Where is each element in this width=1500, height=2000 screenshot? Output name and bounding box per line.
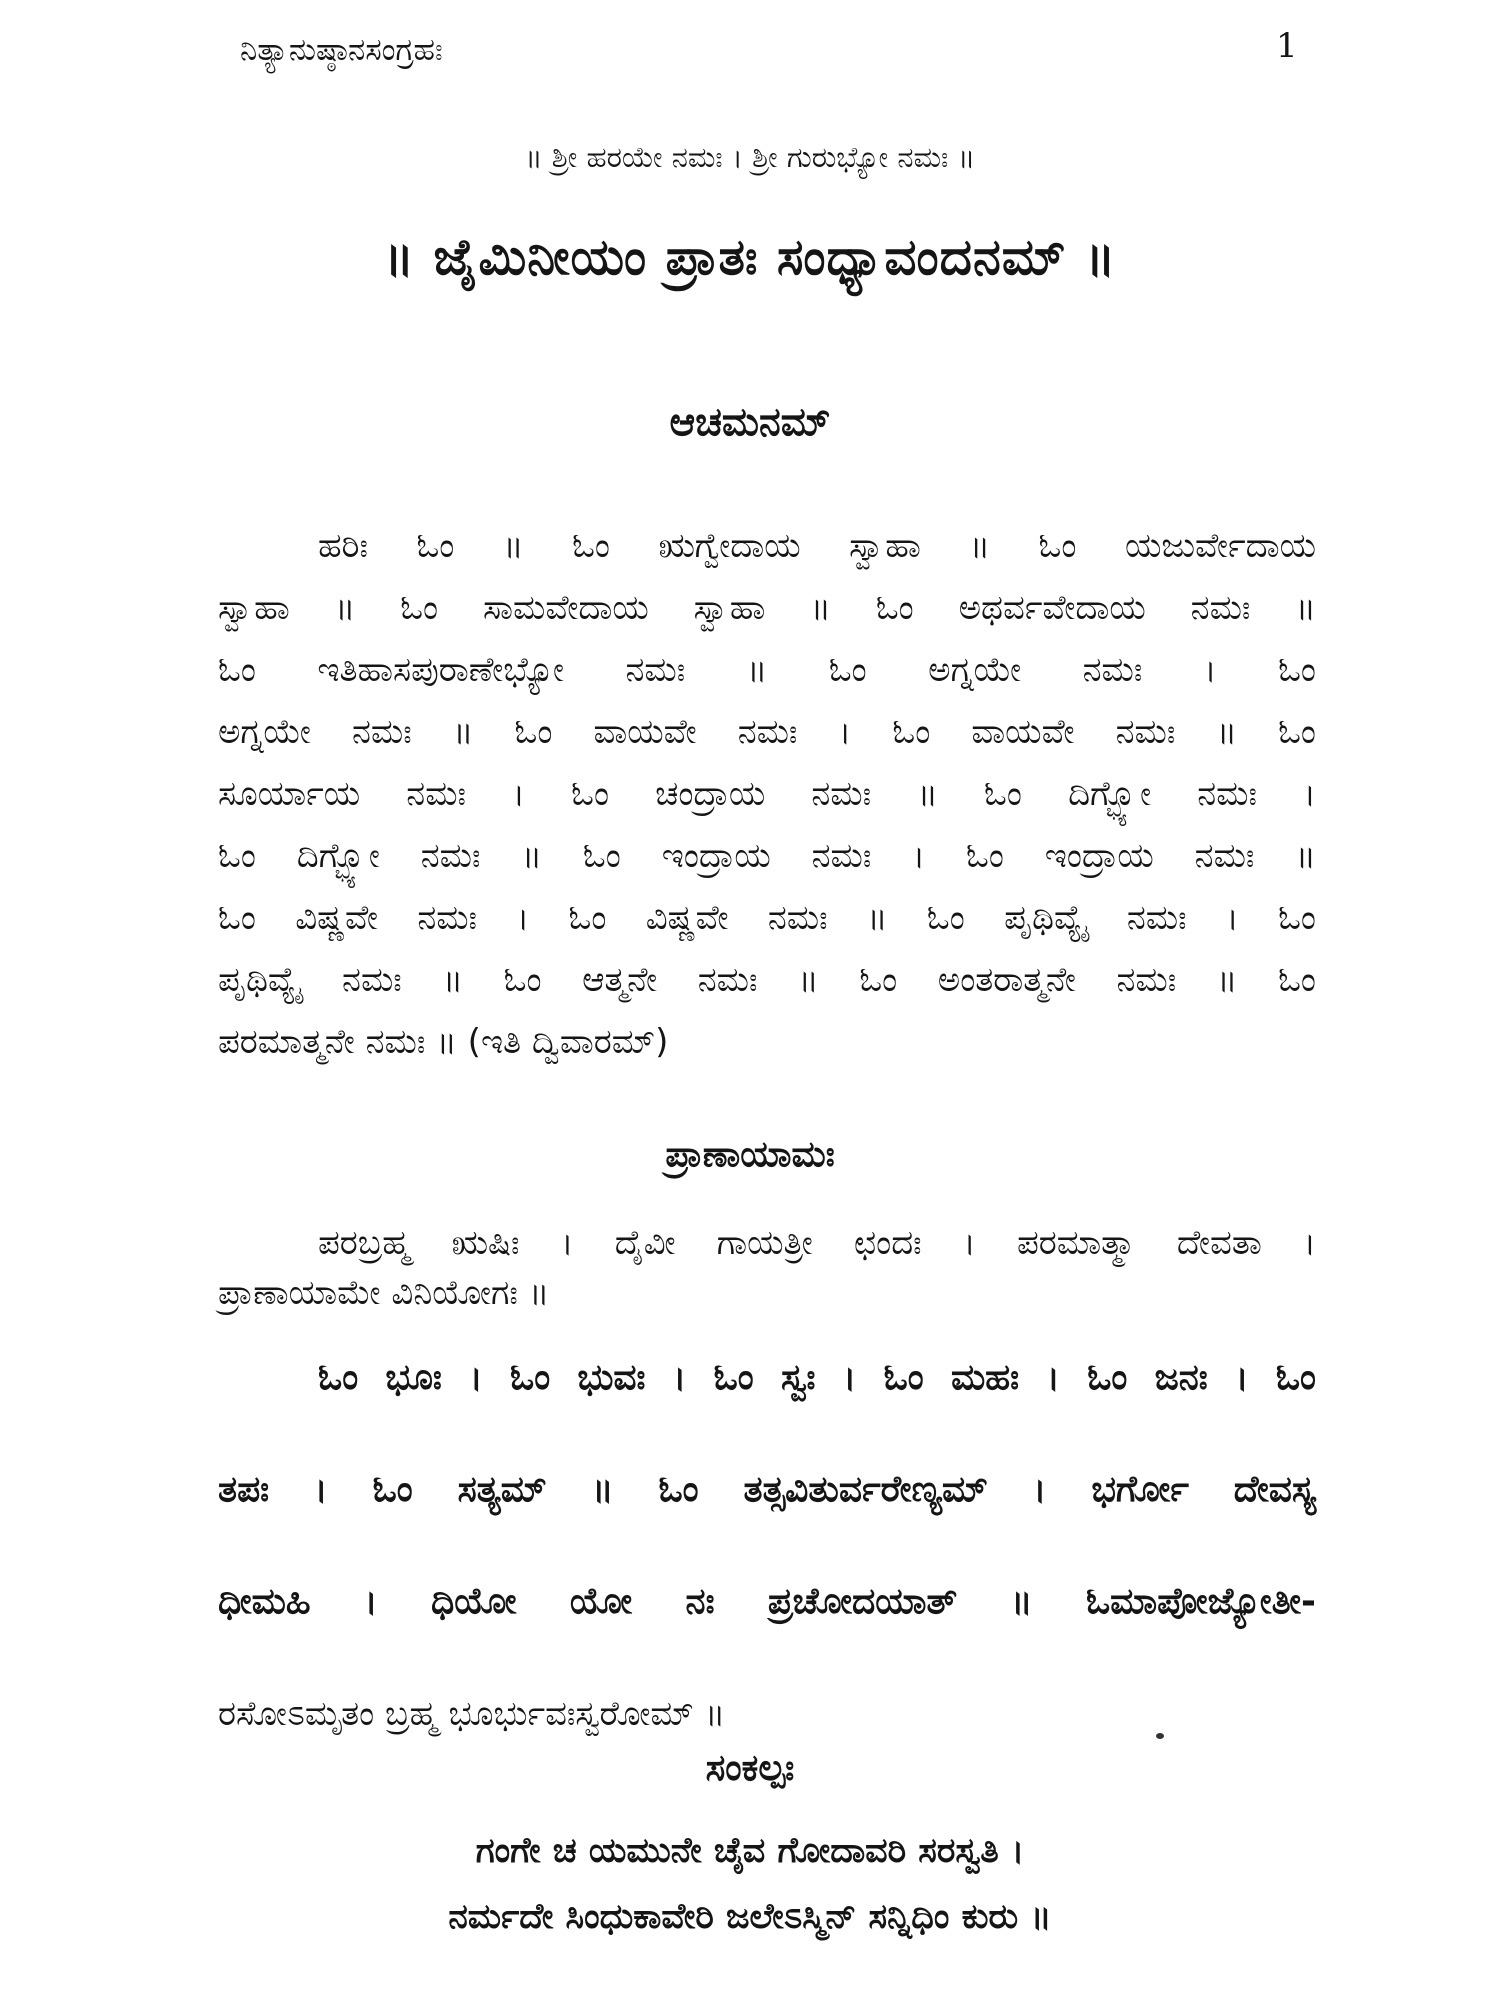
mantra-line: ಧೀಮಹಿ । ಧಿಯೋ ಯೋ ನಃ ಪ್ರಚೋದಯಾತ್ ॥ ಓಮಾಪೋಜ್ಯೋತೀ- xyxy=(218,1581,1316,1622)
text-line: ಪೃಥಿವ್ಯೈ ನಮಃ ॥ ಓಂ ಆತ್ಮನೇ ನಮಃ ॥ ಓಂ ಅಂತರಾತ್ಮನೇ ನಮಃ ॥ ಓಂ xyxy=(218,960,1316,1000)
achamanam-paragraph xyxy=(218,515,1316,1073)
verse-line: ಗಂಗೇ ಚ ಯಮುನೇ ಚೈವ ಗೋದಾವರಿ ಸರಸ್ವತಿ । xyxy=(475,1831,1025,1871)
verse-line: ನರ್ಮದೇ ಸಿಂಧುಕಾವೇರಿ ಜಲೇಽಸ್ಮಿನ್ ಸನ್ನಿಧಿಂ ಕುರು ॥ xyxy=(448,1897,1052,1937)
section-heading-achamanam: ಆಚಮನಮ್ xyxy=(669,400,831,445)
page-title: ॥ ಜೈಮಿನೀಯಂ ಪ್ರಾತಃ ಸಂಧ್ಯಾವಂದನಮ್ ॥ xyxy=(383,228,1117,286)
text-line: ಓಂ ಇತಿಹಾಸಪುರಾಣೇಭ್ಯೋ ನಮಃ ॥ ಓಂ ಅಗ್ನಯೇ ನಮಃ । ಓಂ xyxy=(218,650,1316,690)
mantra-line: ತಪಃ । ಓಂ ಸತ್ಯಮ್ ॥ ಓಂ ತತ್ಸವಿತುರ್ವರೇಣ್ಯಮ್ । ಭರ್ಗೋ ದೇವಸ್ಯ xyxy=(218,1469,1316,1510)
text-line: ಪರಮಾತ್ಮನೇ ನಮಃ ॥ (ಇತಿ ದ್ವಿವಾರಮ್) xyxy=(218,1022,669,1062)
invocation-line: ॥ ಶ್ರೀ ಹರಯೇ ನಮಃ । ಶ್ರೀ ಗುರುಭ್ಯೋ ನಮಃ ॥ xyxy=(524,140,976,174)
text-line: ಸೂರ್ಯಾಯ ನಮಃ । ಓಂ ಚಂದ್ರಾಯ ನಮಃ ॥ ಓಂ ದಿಗ್ಭ್ಯೋ ನಮಃ । xyxy=(218,774,1316,814)
text-line: ಓಂ ದಿಗ್ಭ್ಯೋ ನಮಃ ॥ ಓಂ ಇಂದ್ರಾಯ ನಮಃ । ಓಂ ಇಂದ್ರಾಯ ನಮಃ ॥ xyxy=(218,836,1316,876)
page-number: 1 xyxy=(1276,26,1298,66)
text-line: ಪ್ರಾಣಾಯಾಮೇ ವಿನಿಯೋಗಃ ॥ xyxy=(218,1273,550,1313)
pranayama-viniyoga xyxy=(218,1218,1316,1318)
section-heading-sankalpa: ಸಂಕಲ್ಪಃ xyxy=(705,1746,795,1789)
mantra-line: ಓಂ ಭೂಃ । ಓಂ ಭುವಃ । ಓಂ ಸ್ವಃ । ಓಂ ಮಹಃ । ಓಂ ಜನಃ । ಓಂ xyxy=(318,1357,1316,1398)
section-heading-pranayama: ಪ್ರಾಣಾಯಾಮಃ xyxy=(665,1134,835,1175)
text-line: ಅಗ್ನಯೇ ನಮಃ ॥ ಓಂ ವಾಯವೇ ನಮಃ । ಓಂ ವಾಯವೇ ನಮಃ ॥ ಓಂ xyxy=(218,712,1316,752)
sankalpa-verse xyxy=(0,1818,1500,1950)
text-line: ಓಂ ವಿಷ್ಣವೇ ನಮಃ । ಓಂ ವಿಷ್ಣವೇ ನಮಃ ॥ ಓಂ ಪೃಥಿವ್ಯೈ ನಮಃ । ಓಂ xyxy=(218,898,1316,938)
mantra-line: ರಸೋಽಮೃತಂ ಬ್ರಹ್ಮ ಭೂರ್ಭುವಃಸ್ವರೋಮ್ ॥ xyxy=(218,1694,726,1734)
running-head: ನಿತ್ಯಾನುಷ್ಠಾನಸಂಗ್ರಹಃ xyxy=(240,32,443,68)
ink-speck xyxy=(1156,1733,1164,1739)
pranayama-mantra xyxy=(218,1322,1316,1770)
text-line: ಸ್ವಾಹಾ ॥ ಓಂ ಸಾಮವೇದಾಯ ಸ್ವಾಹಾ ॥ ಓಂ ಅಥರ್ವವೇದಾಯ ನಮಃ ॥ xyxy=(218,588,1316,628)
text-line: ಪರಬ್ರಹ್ಮ ಋಷಿಃ । ದೈವೀ ಗಾಯತ್ರೀ ಛಂದಃ । ಪರಮಾತ್ಮಾ ದೇವತಾ । xyxy=(318,1223,1316,1263)
text-line: ಹರಿಃ ಓಂ ॥ ಓಂ ಋಗ್ವೇದಾಯ ಸ್ವಾಹಾ ॥ ಓಂ ಯಜುರ್ವೇದಾಯ xyxy=(318,526,1316,566)
